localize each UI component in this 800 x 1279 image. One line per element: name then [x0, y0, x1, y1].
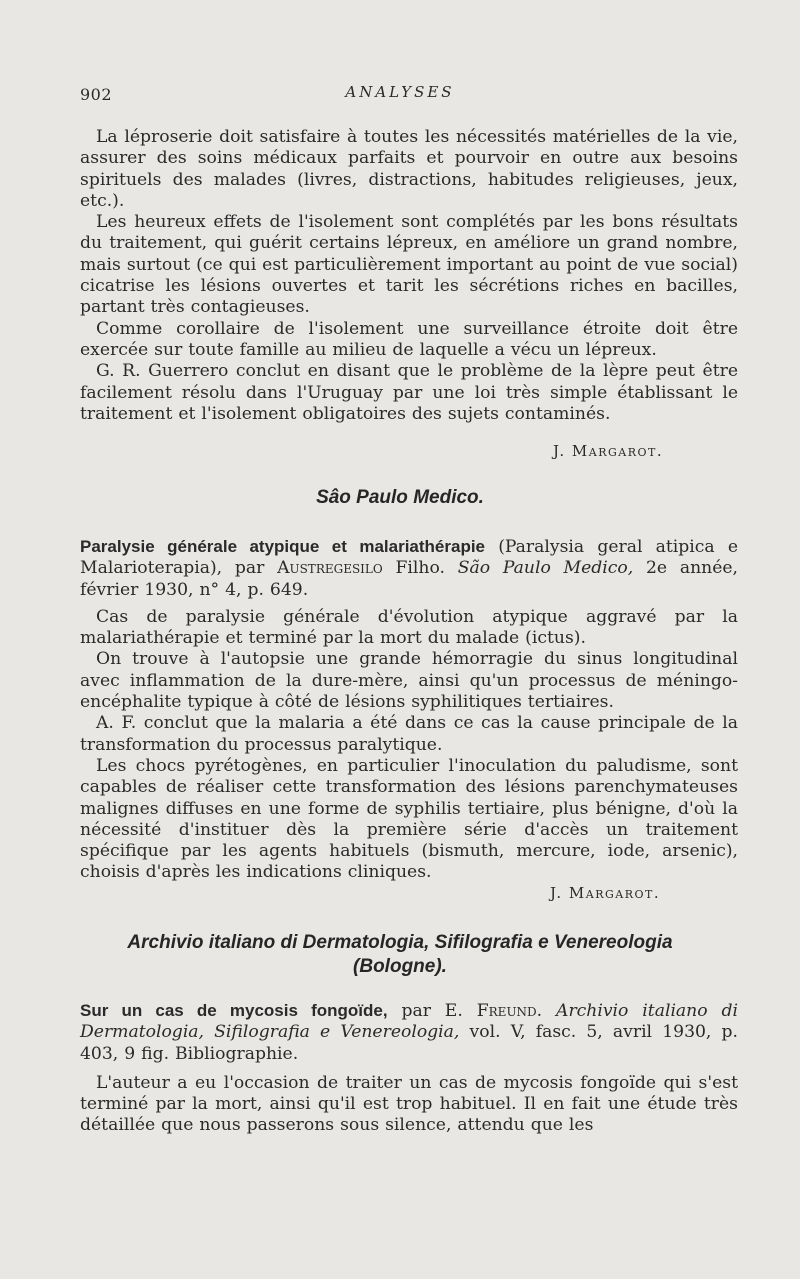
- paragraph: A. F. conclut que la malaria a été dans ce cas la cause principale de la transformation du processus paralytique.: [80, 713, 738, 755]
- paragraph: Les chocs pyrétogènes, en particulier l'inoculation du paludisme, sont capables de réaliser cette transformation des lésions parenchymateuses malignes diffuses en une forme de syphilis tertiaire, plus bénigne, d'où la nécessité d'instituer dès la première série d'accès un traitement spécifique par les agents habituels (bismuth, mercure, iode, arsenic), choisis d'après les indications cliniques.: [80, 755, 738, 883]
- journal-heading-city: (Bologne).: [353, 956, 447, 977]
- article-title: Paralysie générale atypique et malariathérapie: [80, 537, 486, 556]
- article-paralysie: [80, 536, 738, 884]
- author-suffix: Filho.: [395, 558, 445, 579]
- section-leprosy-review: [80, 127, 738, 425]
- article-title: Sur un cas de mycosis fongoïde,: [80, 1001, 388, 1020]
- paragraph: La léproserie doit satisfaire à toutes les nécessités matérielles de la vie, assurer des soins médicaux parfaits et pourvoir en outre aux besoins spirituels des malades (livres, distractions, habitudes religieuses, jeux, etc.).: [80, 127, 738, 211]
- article-author: Austregesilo: [277, 558, 383, 579]
- journal-name: Archivio italiano di Dermatologia, Sifilografia e Venereologia,: [80, 1001, 738, 1043]
- signature: J. Margarot.: [553, 442, 664, 460]
- paragraph: Les heureux effets de l'isolement sont complétés par les bons résultats du traitement, qui guérit certains lépreux, en améliore un grand nombre, mais surtout (ce qui est particulièrement important au point de vue social) cicatrise les lésions ouvertes et tarit les sécrétions riches en bacilles, partant très contagieuses.: [80, 212, 738, 318]
- paragraph: Comme corollaire de l'isolement une surveillance étroite doit être exercée sur toute famille au milieu de laquelle a vécu un lépreux.: [80, 318, 738, 360]
- citation-details: 2e année, février 1930, n° 4, p. 649.: [80, 558, 739, 600]
- article-citation: [80, 1000, 738, 1065]
- journal-heading: Archivio italiano di Dermatologia, Sifilografia e Venereologia: [127, 932, 673, 953]
- journal-name: São Paulo Medico,: [457, 558, 634, 579]
- article-citation: [80, 536, 738, 601]
- citation-details: vol. V, fasc. 5, avril 1930, p. 403, 9 fig. Bibliographie.: [80, 1022, 738, 1064]
- signature: J. Margarot.: [550, 884, 661, 902]
- article-mycosis: [80, 1000, 738, 1137]
- paragraph: G. R. Guerrero conclut en disant que le problème de la lèpre peut être facilement résolu dans l'Uruguay par une loi très simple établissant le traitement et l'isolement obligatoires des sujets contaminés.: [80, 361, 738, 424]
- running-head: ANALYSES: [345, 83, 455, 101]
- paragraph: On trouve à l'autopsie une grande hémorragie du sinus longitudinal avec inflammation de la dure-mère, ainsi qu'un processus de méningo-encéphalite typique à côté de lésions syphilitiques tertiaires.: [80, 649, 738, 713]
- page-number: 902: [80, 85, 113, 104]
- article-author: Freund.: [476, 1001, 543, 1021]
- journal-heading: Sâo Paulo Medico.: [316, 487, 484, 508]
- paragraph: Cas de paralysie générale d'évolution atypique aggravé par la malariathérapie et terminé par la mort du malade (ictus).: [80, 606, 738, 649]
- paragraph: L'auteur a eu l'occasion de traiter un cas de mycosis fongoïde qui s'est terminé par la mort, ainsi qu'il est trop habituel. Il en fait une étude très détaillée que nous passerons sous silence, attendu que les: [80, 1072, 738, 1136]
- article-by: par E.: [401, 1001, 463, 1021]
- original-title: (Paralysia geral atipica e Malarioterapia), par: [80, 537, 739, 579]
